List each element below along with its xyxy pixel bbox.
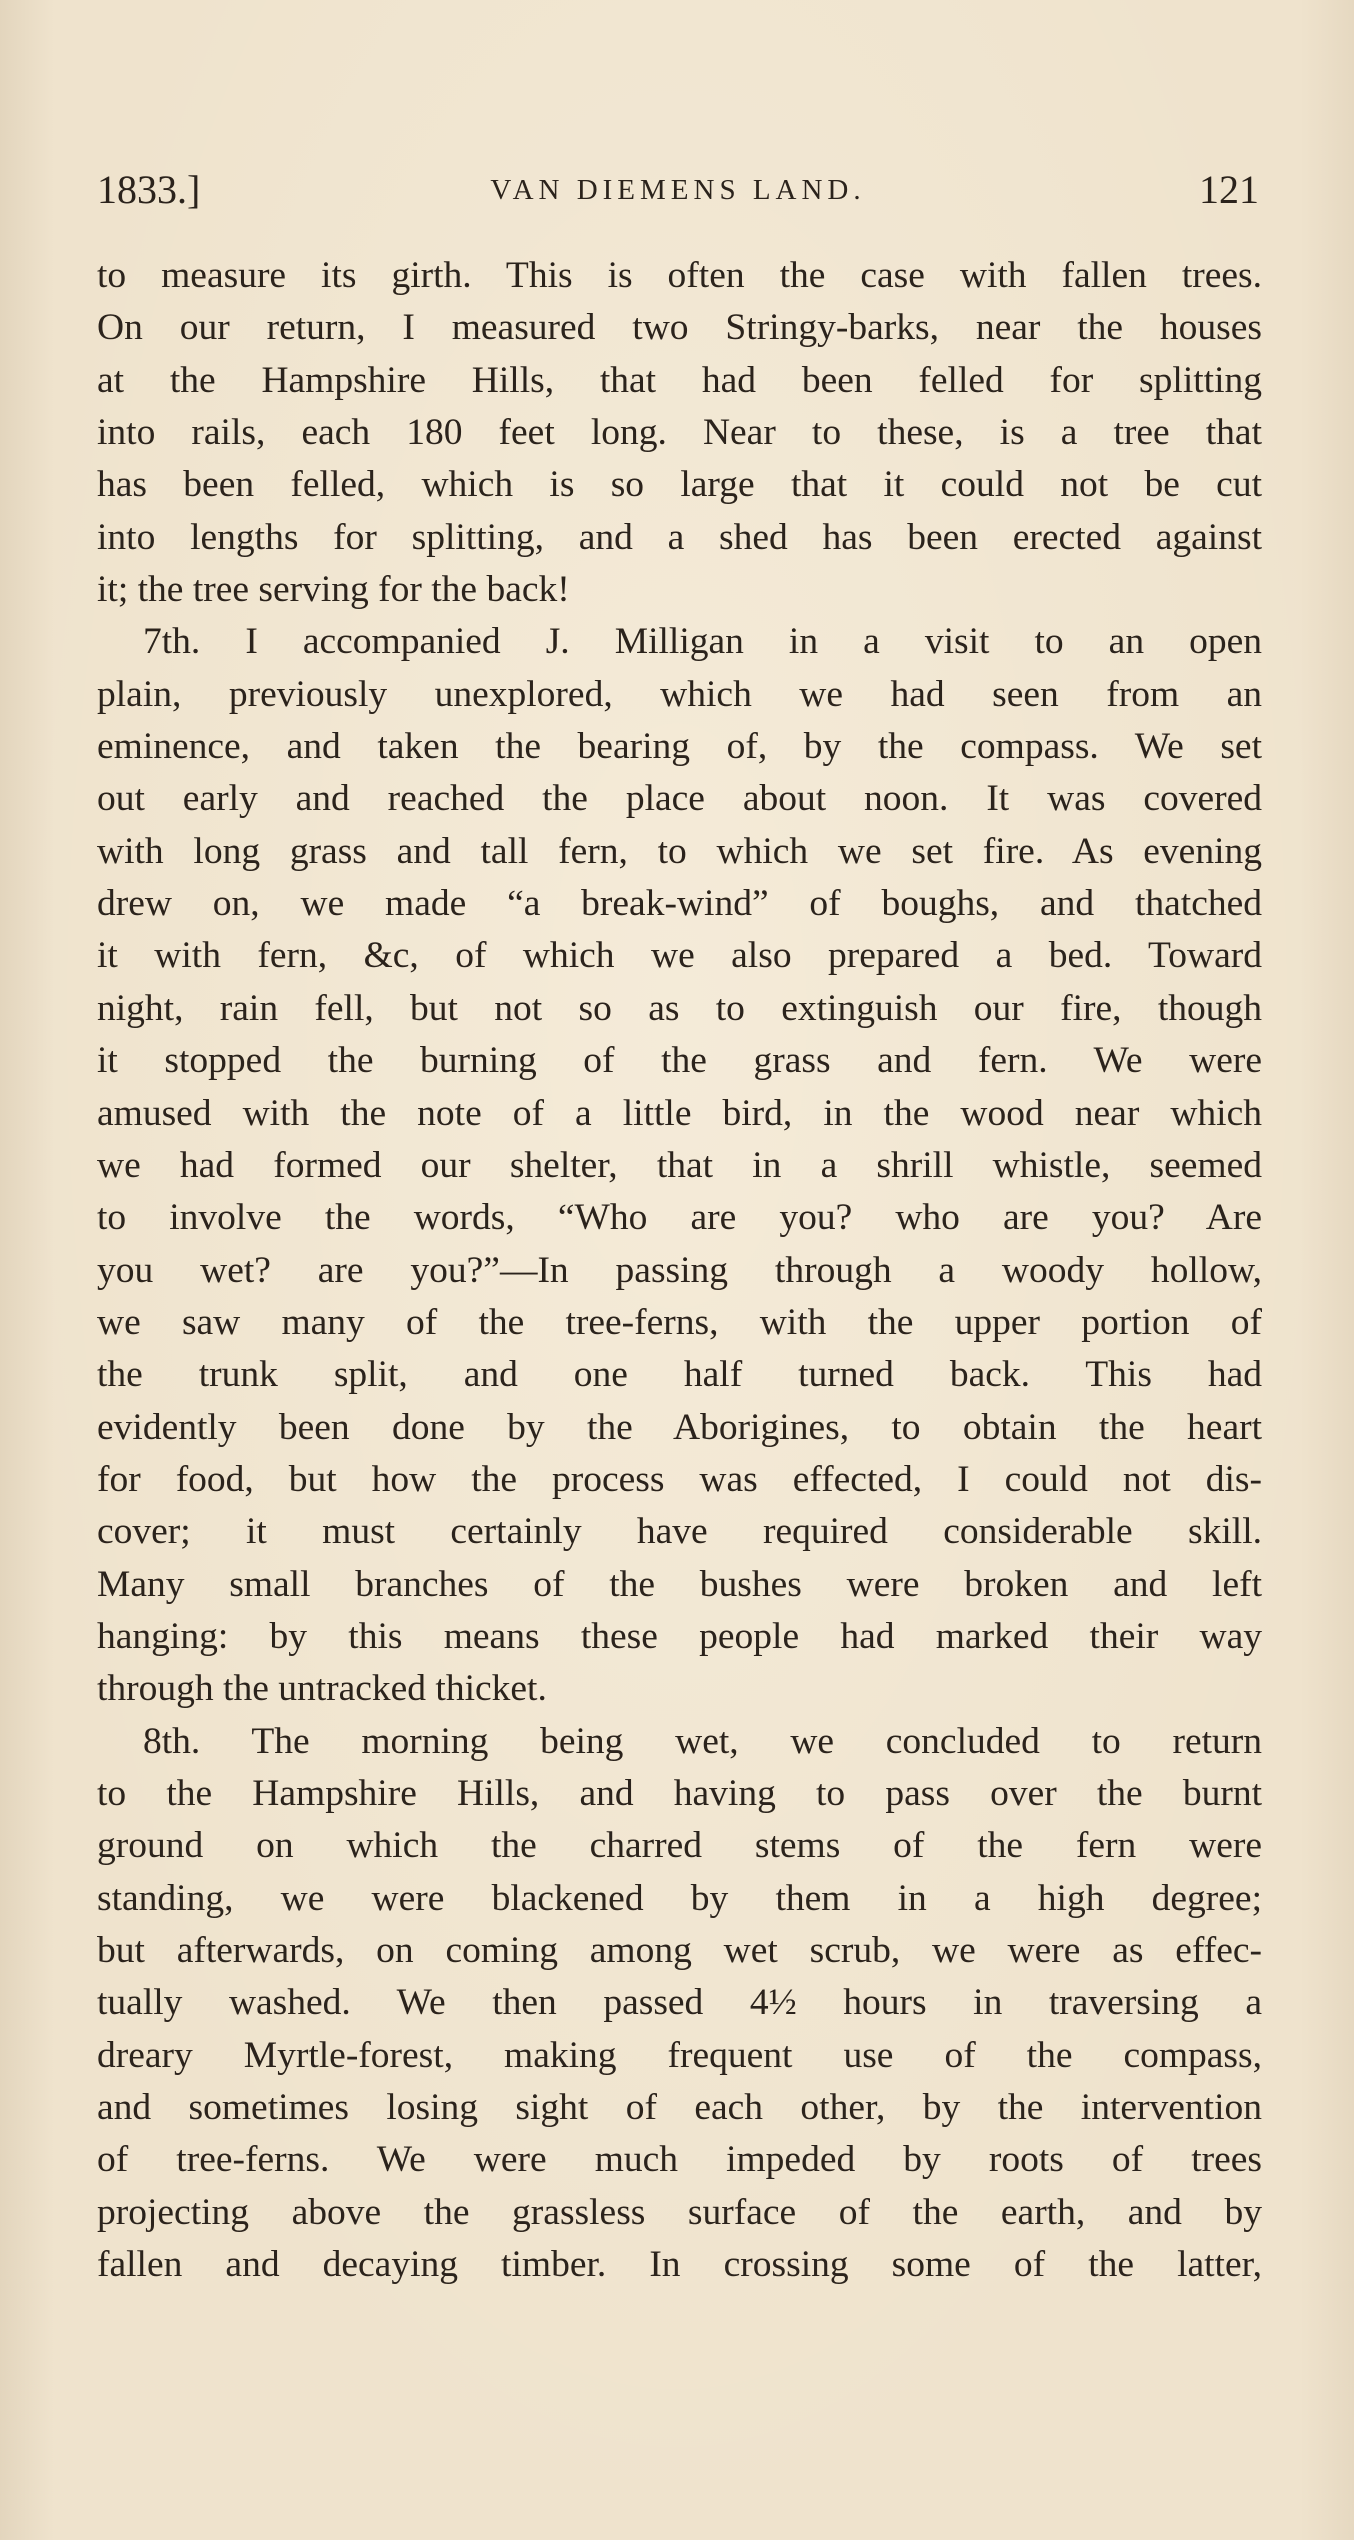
text-line: dreary Myrtle-forest, making frequent use of the compass, [97,2034,1262,2076]
text-line: through the untracked thicket. [97,1668,547,1710]
text-line: cover; it must certainly have required considerable skill. [97,1511,1262,1553]
text-line: night, rain fell, but not so as to extinguish our fire, though [97,987,1262,1029]
text-line: to measure its girth. This is often the case with fallen trees. [97,255,1262,296]
text-line: the trunk split, and one half turned back. This had [97,1354,1262,1396]
text-line: we saw many of the tree-ferns, with the upper portion of [97,1301,1262,1343]
text-line: has been felled, which is so large that it could not be cut [97,464,1262,506]
text-line: into rails, each 180 feet long. Near to these, is a tree that [97,412,1262,454]
text-line: into lengths for splitting, and a shed has been erected against [97,516,1262,558]
text-line: 7th. I accompanied J. Milligan in a visit to an open [143,621,1262,663]
text-line: with long grass and tall fern, to which we set fire. As evening [97,830,1262,872]
text-line: to the Hampshire Hills, and having to pass over the burnt [97,1772,1262,1814]
text-line: eminence, and taken the bearing of, by the compass. We set [97,726,1262,768]
body-text [97,250,1262,2291]
text-line: fallen and decaying timber. In crossing some of the latter, [97,2244,1262,2286]
text-line: to involve the words, “Who are you? who are you? Are [97,1197,1262,1239]
text-line: of tree-ferns. We were much impeded by roots of trees [97,2139,1262,2181]
text-line: we had formed our shelter, that in a shrill whistle, seemed [97,1144,1262,1186]
text-line: it with fern, &c, of which we also prepared a bed. Toward [97,935,1262,977]
text-line: and sometimes losing sight of each other, by the intervention [97,2087,1262,2129]
text-line: at the Hampshire Hills, that had been felled for splitting [97,359,1262,401]
page-number: 121 [1199,167,1259,212]
running-head-title: VAN DIEMENS LAND. [490,174,866,206]
text-line: for food, but how the process was effected, I could not dis- [97,1458,1262,1500]
text-line: ground on which the charred stems of the fern were [97,1825,1262,1867]
text-line: plain, previously unexplored, which we had seen from an [97,673,1262,715]
text-line: evidently been done by the Aborigines, to obtain the heart [97,1406,1262,1448]
text-line: standing, we were blackened by them in a high degree; [97,1877,1262,1919]
text-line: but afterwards, on coming among wet scrub, we were as effec- [97,1930,1262,1971]
text-line: drew on, we made “a break-wind” of boughs, and thatched [97,883,1262,925]
text-line: out early and reached the place about noon. It was covered [97,778,1262,820]
text-line: you wet? are you?”—In passing through a woody hollow, [97,1249,1262,1291]
text-line: Many small branches of the bushes were broken and left [97,1563,1262,1605]
text-line: it stopped the burning of the grass and fern. We were [97,1040,1262,1082]
running-head [97,162,1259,218]
text-line: On our return, I measured two Stringy-barks, near the houses [97,307,1262,349]
text-line: hanging: by this means these people had marked their way [97,1615,1262,1657]
text-line: it; the tree serving for the back! [97,569,570,611]
text-line: projecting above the grassless surface of the earth, and by [97,2191,1262,2233]
text-line: tually washed. We then passed 4½ hours in traversing a [97,1982,1262,2024]
running-head-year: 1833.] [97,167,201,212]
text-line: amused with the note of a little bird, in the wood near which [97,1092,1262,1134]
text-line: 8th. The morning being wet, we concluded to return [143,1720,1262,1762]
